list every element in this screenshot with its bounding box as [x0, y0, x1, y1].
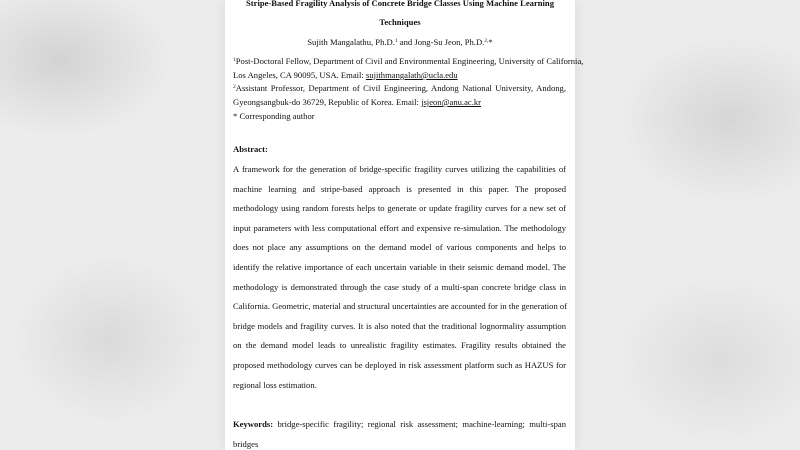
affiliation-2-mark: 2	[233, 84, 236, 90]
corresponding-author-note: * Corresponding author	[233, 111, 315, 121]
abstract-line: California. Geometric, material and structural uncertainties are accounted for in the generation of	[233, 301, 568, 312]
paper-title-line-2: Techniques	[379, 17, 421, 27]
abstract-line: does not place any assumptions on the demand model of various components and helps to	[233, 242, 566, 253]
author-1-affiliation-mark: 1	[394, 38, 398, 44]
abstract-line: proposed methodology curves can be deployed in risk assessment platform such as HAZUS for	[233, 360, 566, 370]
email-link-2[interactable]: jsjeon@anu.ac.kr	[421, 97, 482, 107]
corresponding-mark: *	[488, 37, 493, 47]
author-2: and Jong-Su Jeon, Ph.D.	[397, 37, 485, 47]
affiliation-1-mark: 1	[233, 57, 236, 63]
affiliation-2-line-1: $^2$Assistant Professor, Department of Civil Engineering, Andong National University, Andong,	[233, 83, 566, 93]
abstract-line: on the demand model leads to unrealistic fragility estimates. Fragility results obtained the	[233, 340, 566, 351]
keywords-label: Keywords:	[233, 419, 274, 429]
affiliation-2-line-2: Gyeongsangbuk-do 36729, Republic of Korea. Email: jsjeon@anu.ac.kr	[233, 97, 482, 107]
email-link-1[interactable]: sujithmangalath@ucla.edu	[365, 70, 458, 80]
abstract-line: bridge models and fragility curves. It is also noted that the traditional lognormality assumption	[233, 320, 566, 331]
abstract-line: regional loss estimation.	[233, 379, 317, 390]
abstract-line: methodology is demonstrated through the case study of a multi-span concrete bridge class in	[233, 281, 566, 292]
abstract-line: input parameters with less computational effort and expensive re-simulation. The methodology	[233, 222, 566, 233]
abstract-line: identify the relative importance of each uncertain variable in their seismic demand model. The	[233, 262, 566, 272]
paper-title-line-1: Stripe-Based Fragility Analysis of Concrete Bridge Classes Using Machine Learning	[245, 0, 554, 8]
keywords-line-1	[233, 419, 566, 430]
abstract-line: methodology using random forests helps to generate or update fragility curves for a new set of	[233, 203, 566, 214]
abstract-heading: Abstract:	[233, 144, 268, 154]
affiliation-1-line-2: Los Angeles, CA 90095, USA. Email: sujithmangalath@ucla.edu	[233, 70, 458, 80]
author-2-affiliation-mark: 2,	[484, 38, 489, 44]
keywords-line-2: bridges	[233, 438, 259, 449]
author-line	[233, 37, 567, 48]
abstract-line: machine learning and stripe-based approach is presented in this paper. The proposed	[233, 183, 566, 194]
keywords-text: bridge-specific fragility; regional risk assessment; machine-learning; multi-span	[273, 419, 566, 429]
document-page	[225, 0, 584, 450]
author-1: Sujith Mangalathu, Ph.D.	[307, 37, 395, 47]
affiliation-1-line-1: $^1$Post-Doctoral Fellow, Department of Civil and Environmental Engineering, University of California,	[233, 56, 584, 66]
abstract-line: A framework for the generation of bridge-specific fragility curves utilizing the capabilities of	[233, 164, 566, 174]
